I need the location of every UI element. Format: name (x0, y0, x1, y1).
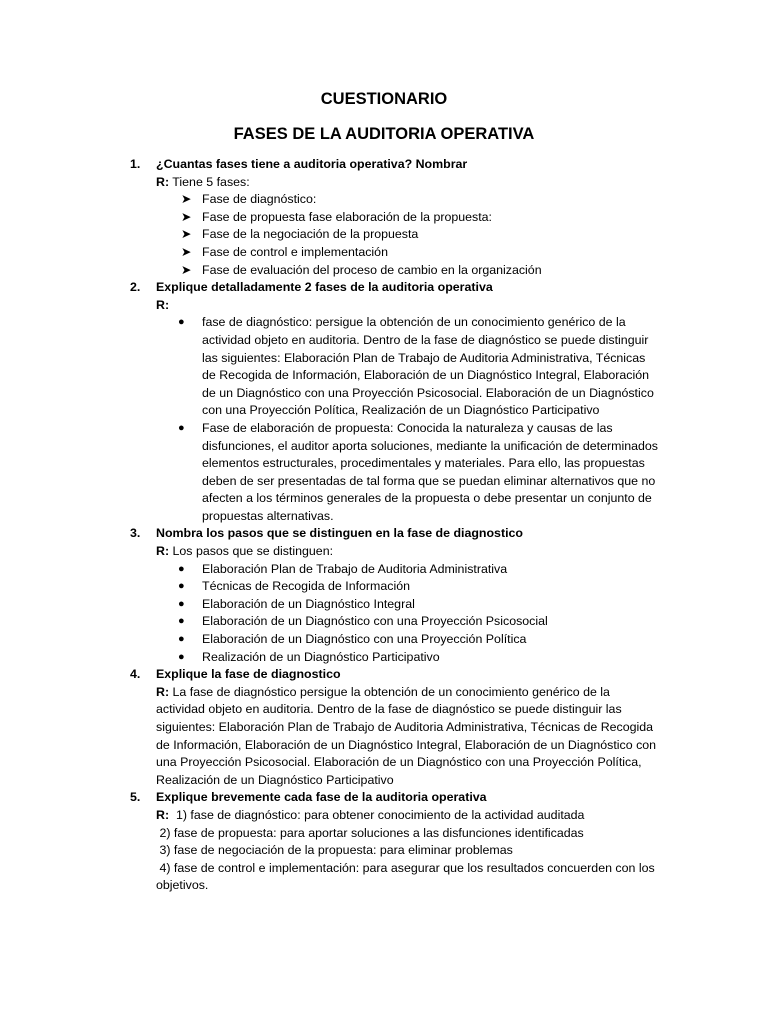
question-text: ¿Cuantas fases tiene a auditoria operativa? Nombrar (156, 157, 468, 171)
question-2 (130, 279, 662, 297)
answer-label: R: (156, 544, 170, 559)
answer-label: R: (156, 807, 170, 822)
arrow-bullet-icon: ➤ (181, 262, 192, 277)
question-number: 5. (130, 790, 141, 805)
answer-4 (156, 684, 662, 790)
answer-label: R: (156, 174, 170, 189)
question-text: Nombra los pasos que se distinguen en la fase de diagnostico (156, 526, 523, 541)
detail-list (156, 314, 662, 525)
dot-bullet-icon: ● (178, 615, 185, 628)
answer-1 (156, 174, 662, 192)
list-item: ● Técnicas de Recogida de Información (156, 578, 662, 596)
question-number: 4. (130, 667, 141, 682)
list-item: ➤ Fase de control e implementación (156, 244, 662, 262)
dot-bullet-icon: ● (178, 562, 185, 575)
list-item: ➤ Fase de la negociación de la propuesta (156, 226, 662, 244)
answer-intro: Tiene 5 fases: (169, 174, 250, 189)
answer-5 (156, 807, 662, 895)
dot-bullet-icon: ● (178, 580, 185, 593)
question-text: Explique detalladamente 2 fases de la auditoria operativa (156, 280, 493, 295)
list-item: ➤ Fase de propuesta fase elaboración de la propuesta: (156, 209, 662, 227)
dot-bullet-icon: ● (178, 650, 185, 663)
dot-bullet-icon: ● (178, 316, 185, 329)
list-item: ● Realización de un Diagnóstico Participativo (156, 649, 662, 667)
questionnaire (130, 156, 662, 895)
dot-bullet-icon: ● (178, 421, 185, 434)
answer-text: La fase de diagnóstico persigue la obtención de un conocimiento genérico de la actividad objeto en auditoria. Dentro de la fase de diagnóstico se puede distinguir las siguientes: Elaboración Plan de Trabajo de Auditoria Administrativa, Técnicas de Recogida de Información, Elaboración de un Diagnóstico Integral, Elaboración de un Diagnóstico con una Proyección Psicosocial. Elaboración de un Diagnóstico con una Proyección Política, Realización de un Diagnóstico Participativo (156, 684, 657, 787)
answer-intro: Los pasos que se distinguen: (169, 544, 334, 559)
question-5 (130, 789, 662, 807)
list-item: ➤ Fase de diagnóstico: (156, 191, 662, 209)
list-item: ● Elaboración Plan de Trabajo de Auditoria Administrativa (156, 561, 662, 579)
arrow-bullet-icon: ➤ (181, 244, 192, 259)
arrow-bullet-icon: ➤ (181, 192, 192, 207)
dot-bullet-icon: ● (178, 633, 185, 646)
answer-3 (156, 543, 662, 561)
steps-list (156, 561, 662, 667)
question-text: Explique la fase de diagnostico (156, 667, 341, 682)
question-number: 3. (130, 526, 141, 541)
list-item: ● Elaboración de un Diagnóstico con una Proyección Psicosocial (156, 613, 662, 631)
question-number: 2. (130, 280, 141, 295)
answer-line: 3) fase de negociación de la propuesta: para eliminar problemas (156, 843, 513, 858)
list-item: ● fase de diagnóstico: persigue la obtención de un conocimiento genérico de la actividad objeto en auditoria. Dentro de la fase de diagnóstico se puede distinguir las siguientes: Elaboración Plan de Trabajo de Auditoria Administrativa, Técnicas de Recogida de Información, Elaboración de un Diagnóstico Integral, Elaboración de un Diagnóstico con una Proyección Psicosocial. Elaboración de un Diagnóstico con una Proyección Política, Realización de un Diagnóstico Participativo (156, 314, 662, 420)
dot-bullet-icon: ● (178, 597, 185, 610)
answer-line: 2) fase de propuesta: para aportar soluciones a las disfunciones identificadas (156, 825, 584, 840)
list-item: ● Fase de elaboración de propuesta: Conocida la naturaleza y causas de las disfunciones, el auditor aporta soluciones, mediante la unificación de determinados elementos estructurales, procedimentales y materiales. Para ello, las propuestas deben de ser presentadas de tal forma que se puedan eliminar alternativos que no afecten a los términos generales de la propuesta o debe presentar un conjunto de propuestas alternativas. (156, 420, 662, 526)
phase-list (156, 191, 662, 279)
answer-2 (156, 297, 662, 315)
arrow-bullet-icon: ➤ (181, 227, 192, 242)
list-item: ● Elaboración de un Diagnóstico con una Proyección Política (156, 631, 662, 649)
answer-label: R: (156, 297, 170, 312)
document-title: CUESTIONARIO (320, 90, 448, 108)
answer-line: 1) fase de diagnóstico: para obtener conocimiento de la actividad auditada (169, 807, 585, 822)
question-3 (130, 525, 662, 543)
list-item: ● Elaboración de un Diagnóstico Integral (156, 596, 662, 614)
question-4 (130, 666, 662, 684)
document-subtitle: FASES DE LA AUDITORIA OPERATIVA (233, 125, 535, 143)
question-text: Explique brevemente cada fase de la auditoria operativa (156, 790, 487, 805)
list-item: ➤ Fase de evaluación del proceso de cambio en la organización (156, 262, 662, 280)
question-1 (130, 156, 662, 174)
answer-line: 4) fase de control e implementación: para asegurar que los resultados concuerden con los objetivos. (156, 860, 659, 893)
question-number: 1. (130, 157, 141, 171)
arrow-bullet-icon: ➤ (181, 209, 192, 224)
answer-label: R: (156, 684, 170, 699)
